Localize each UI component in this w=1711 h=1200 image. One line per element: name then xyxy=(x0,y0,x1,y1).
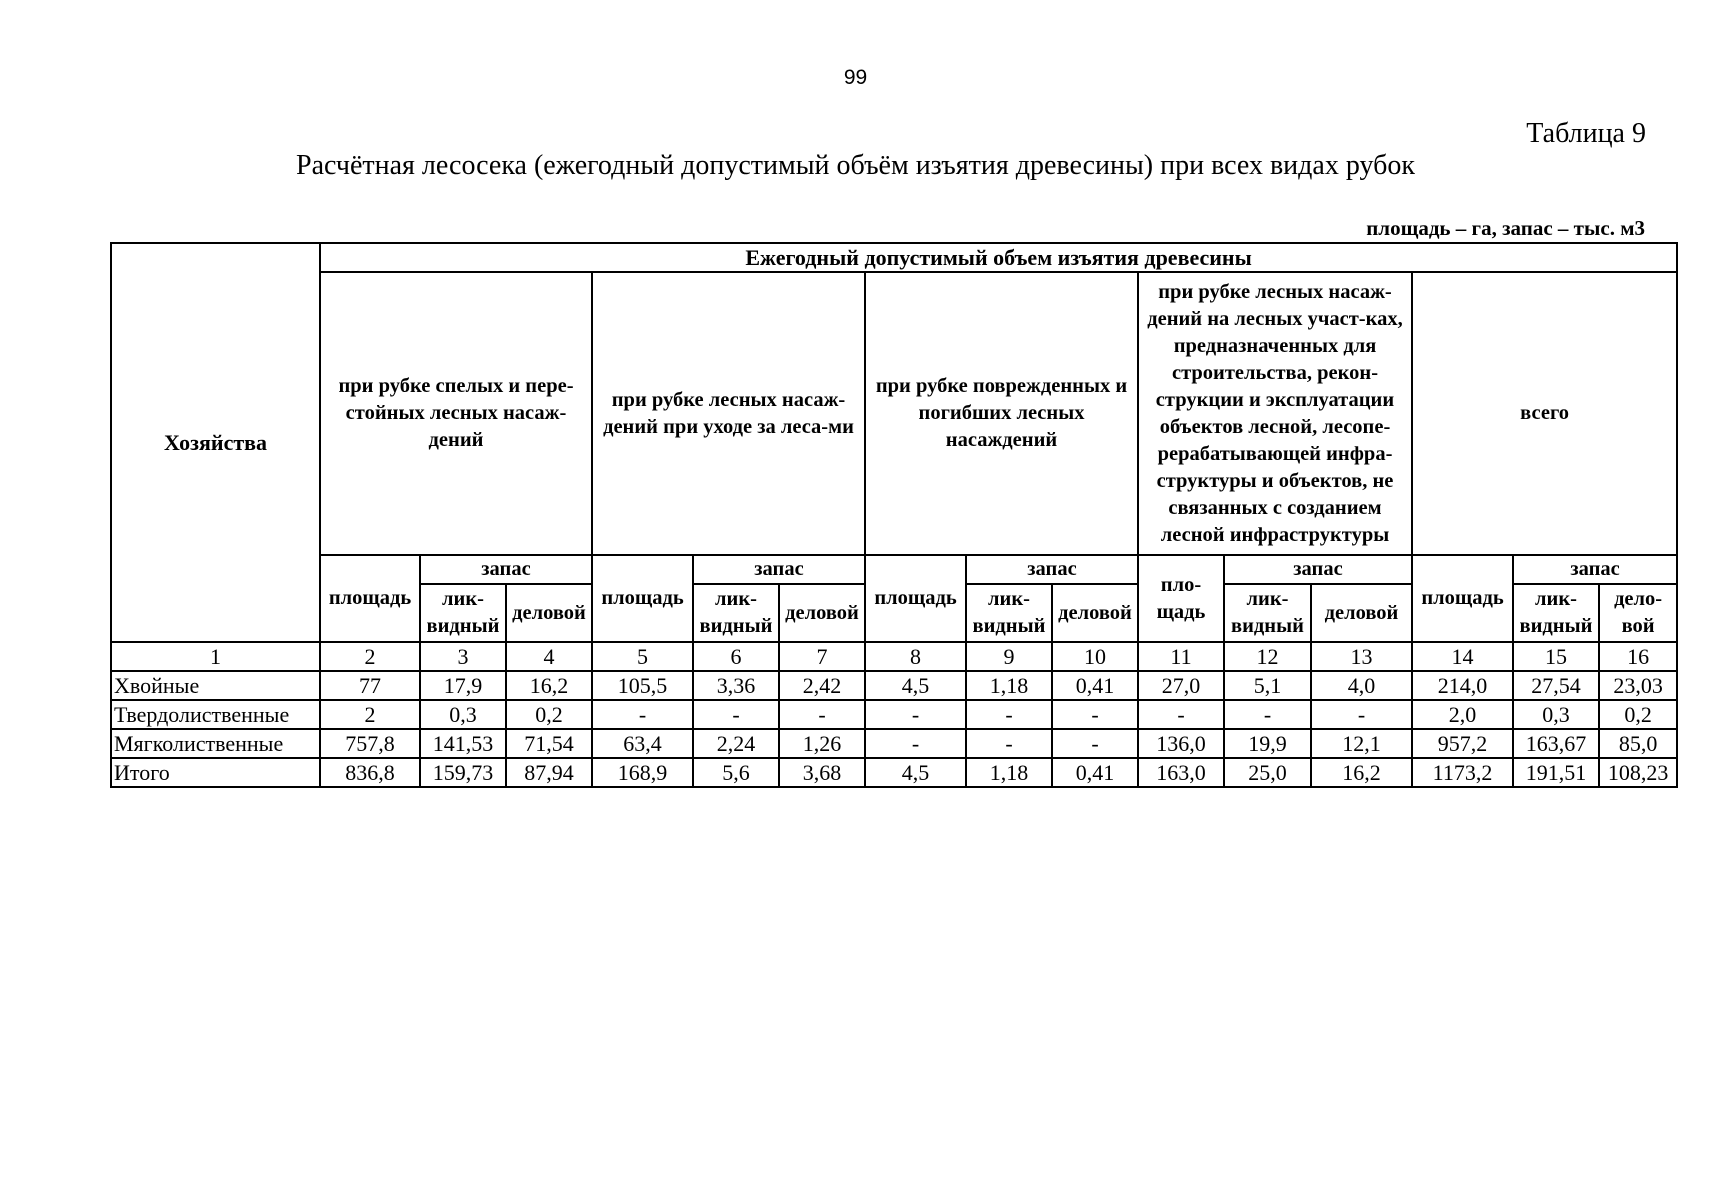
header-group-infrastructure: при рубке лесных насаж-дений на лесных участ-ках, предназначенных для строительства, рекон-струкции и эксплуатации объектов лесной, лесопе-рерабатывающей инфра-структуры и объектов, не связанных с созданием лесной инфраструктуры xyxy=(1138,272,1412,555)
table-row xyxy=(111,729,1677,758)
table-cell: 0,41 xyxy=(1052,758,1138,787)
table-cell: 4,5 xyxy=(865,671,966,700)
table-cell: 2,24 xyxy=(693,729,779,758)
header-farms: Хозяйства xyxy=(111,243,320,642)
header-liquid: лик-видный xyxy=(1224,584,1311,642)
header-area: площадь xyxy=(320,555,420,642)
table-cell: 12,1 xyxy=(1311,729,1412,758)
page-number: 99 xyxy=(843,66,868,89)
table-cell: 0,2 xyxy=(506,700,592,729)
table-cell: 4,0 xyxy=(1311,671,1412,700)
table-cell: 0,2 xyxy=(1599,700,1677,729)
table-cell: 87,94 xyxy=(506,758,592,787)
table-cell: 141,53 xyxy=(420,729,506,758)
table-cell: 71,54 xyxy=(506,729,592,758)
header-annual-volume: Ежегодный допустимый объем изъятия древесины xyxy=(320,243,1677,272)
header-business: деловой xyxy=(779,584,865,642)
header-group-mature: при рубке спелых и пере-стойных лесных насаж-дений xyxy=(320,272,592,555)
table-cell: 159,73 xyxy=(420,758,506,787)
table-cell: - xyxy=(865,700,966,729)
column-number: 9 xyxy=(966,642,1052,671)
column-number: 6 xyxy=(693,642,779,671)
allowable-cut-table xyxy=(110,242,1678,788)
table-cell: - xyxy=(1311,700,1412,729)
header-area: пло-щадь xyxy=(1138,555,1224,642)
column-number: 3 xyxy=(420,642,506,671)
table-cell: 191,51 xyxy=(1513,758,1599,787)
table-cell: 16,2 xyxy=(1311,758,1412,787)
table-cell: - xyxy=(966,729,1052,758)
table-row-total xyxy=(111,758,1677,787)
table-cell: - xyxy=(865,729,966,758)
column-number: 1 xyxy=(111,642,320,671)
header-business: деловой xyxy=(1052,584,1138,642)
table-cell: 836,8 xyxy=(320,758,420,787)
column-number: 12 xyxy=(1224,642,1311,671)
table-cell: 108,23 xyxy=(1599,758,1677,787)
table-cell: 163,0 xyxy=(1138,758,1224,787)
table-cell: 25,0 xyxy=(1224,758,1311,787)
header-liquid: лик-видный xyxy=(966,584,1052,642)
header-business: деловой xyxy=(1311,584,1412,642)
header-stock: запас xyxy=(1224,555,1412,584)
column-number: 10 xyxy=(1052,642,1138,671)
row-name: Мягколиственные xyxy=(111,729,320,758)
table-row xyxy=(111,671,1677,700)
table-cell: 957,2 xyxy=(1412,729,1513,758)
table-cell: 136,0 xyxy=(1138,729,1224,758)
table-cell: 163,67 xyxy=(1513,729,1599,758)
table-cell: 17,9 xyxy=(420,671,506,700)
units-note: площадь – га, запас – тыс. м3 xyxy=(1366,216,1645,240)
table-cell: - xyxy=(779,700,865,729)
header-business: деловой xyxy=(506,584,592,642)
table-cell: 2 xyxy=(320,700,420,729)
column-number: 14 xyxy=(1412,642,1513,671)
table-cell: 3,68 xyxy=(779,758,865,787)
table-cell: 1,26 xyxy=(779,729,865,758)
header-stock: запас xyxy=(1513,555,1677,584)
header-group-damaged: при рубке поврежденных и погибших лесных насаждений xyxy=(865,272,1138,555)
row-name: Твердолиственные xyxy=(111,700,320,729)
table-cell: 27,0 xyxy=(1138,671,1224,700)
table-cell: 27,54 xyxy=(1513,671,1599,700)
header-stock: запас xyxy=(693,555,865,584)
table-cell: 168,9 xyxy=(592,758,693,787)
table-cell: 5,6 xyxy=(693,758,779,787)
table-cell: 23,03 xyxy=(1599,671,1677,700)
table-cell: 5,1 xyxy=(1224,671,1311,700)
table-cell: 4,5 xyxy=(865,758,966,787)
table-cell: - xyxy=(966,700,1052,729)
header-area: площадь xyxy=(865,555,966,642)
header-group-total: всего xyxy=(1412,272,1677,555)
table-cell: 63,4 xyxy=(592,729,693,758)
table-cell: 19,9 xyxy=(1224,729,1311,758)
header-liquid: лик-видный xyxy=(1513,584,1599,642)
table-cell: 0,41 xyxy=(1052,671,1138,700)
row-name: Итого xyxy=(111,758,320,787)
header-area: площадь xyxy=(1412,555,1513,642)
column-number: 16 xyxy=(1599,642,1677,671)
table-cell: 105,5 xyxy=(592,671,693,700)
table-cell: 1,18 xyxy=(966,671,1052,700)
column-number: 7 xyxy=(779,642,865,671)
header-liquid: лик-видный xyxy=(693,584,779,642)
table-label: Таблица 9 xyxy=(1526,118,1646,149)
column-number: 15 xyxy=(1513,642,1599,671)
table-cell: 757,8 xyxy=(320,729,420,758)
header-group-care: при рубке лесных насаж-дений при уходе за леса-ми xyxy=(592,272,865,555)
column-number: 2 xyxy=(320,642,420,671)
table-cell: - xyxy=(1224,700,1311,729)
table-cell: - xyxy=(693,700,779,729)
column-number: 13 xyxy=(1311,642,1412,671)
table-cell: - xyxy=(1052,700,1138,729)
table-cell: 77 xyxy=(320,671,420,700)
table-row xyxy=(111,700,1677,729)
header-stock: запас xyxy=(420,555,592,584)
row-name: Хвойные xyxy=(111,671,320,700)
column-number: 11 xyxy=(1138,642,1224,671)
table-cell: 2,42 xyxy=(779,671,865,700)
table-cell: 2,0 xyxy=(1412,700,1513,729)
table-cell: 16,2 xyxy=(506,671,592,700)
table-cell: 1,18 xyxy=(966,758,1052,787)
table-cell: - xyxy=(592,700,693,729)
column-number: 5 xyxy=(592,642,693,671)
table-cell: 0,3 xyxy=(420,700,506,729)
table-cell: 214,0 xyxy=(1412,671,1513,700)
column-number: 4 xyxy=(506,642,592,671)
document-title: Расчётная лесосека (ежегодный допустимый объём изъятия древесины) при всех видах рубок xyxy=(296,150,1415,181)
table-cell: 0,3 xyxy=(1513,700,1599,729)
header-area: площадь xyxy=(592,555,693,642)
table-cell: 85,0 xyxy=(1599,729,1677,758)
column-number: 8 xyxy=(865,642,966,671)
table-cell: 1173,2 xyxy=(1412,758,1513,787)
header-business: дело-вой xyxy=(1599,584,1677,642)
header-stock: запас xyxy=(966,555,1138,584)
table-cell: - xyxy=(1138,700,1224,729)
table-cell: - xyxy=(1052,729,1138,758)
header-liquid: лик-видный xyxy=(420,584,506,642)
table-cell: 3,36 xyxy=(693,671,779,700)
